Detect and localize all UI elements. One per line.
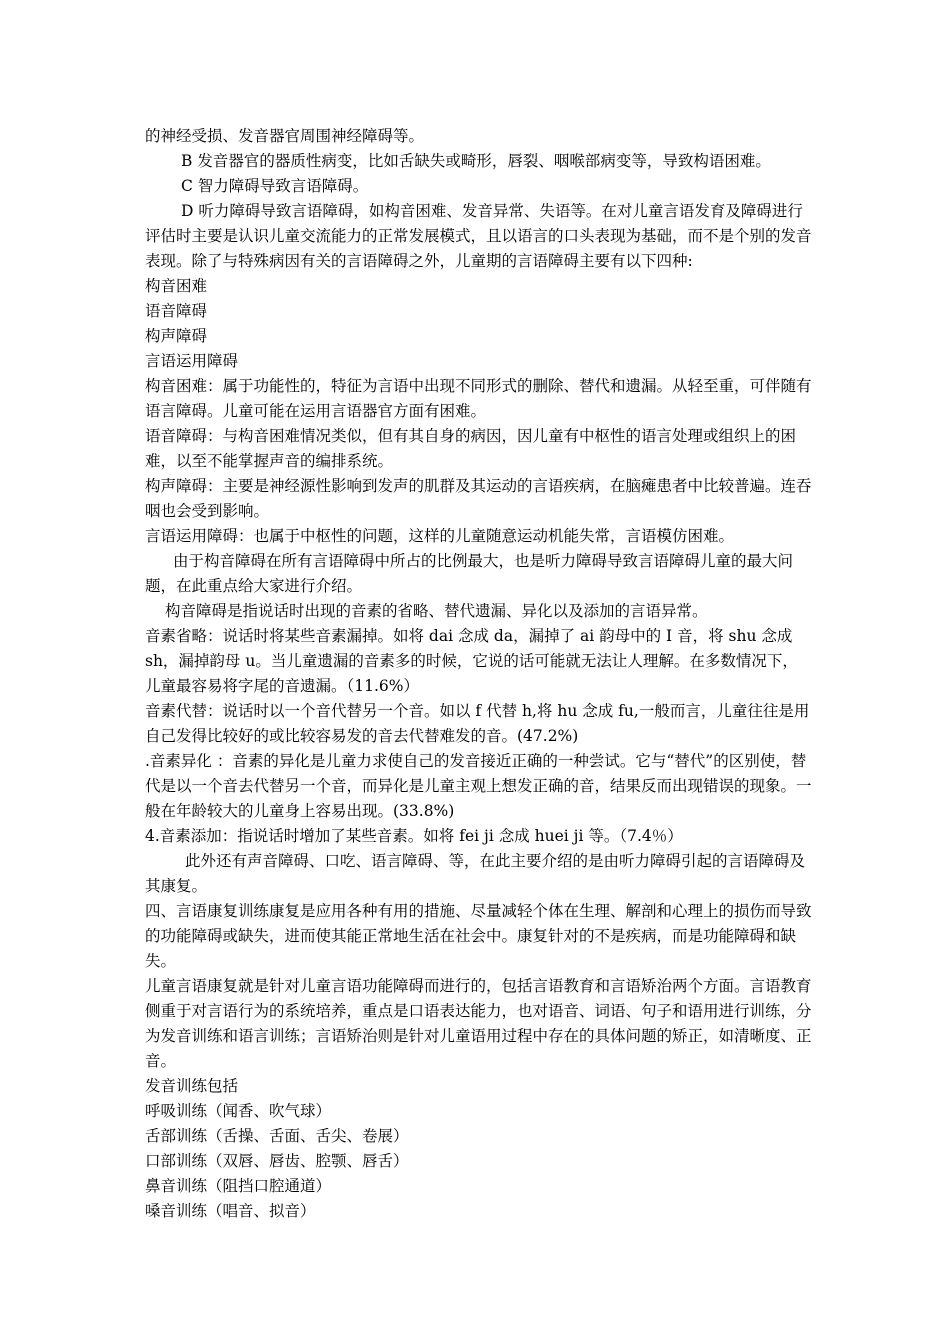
paragraph: 嗓音训练（唱音、拟音）: [145, 1202, 316, 1220]
paragraph: 语音障碍：与构音困难情况类似，但有其自身的病因，因儿童有中枢性的语言处理或组织上的困难，以至不能掌握声音的编排系统。: [145, 427, 797, 470]
paragraph: 构音障碍是指说话时出现的音素的省略、替代遗漏、异化以及添加的言语异常。: [165, 602, 708, 620]
paragraph: 口部训练（双唇、唇齿、腔颚、唇舌）: [145, 1152, 409, 1170]
paragraph: 音素省略：说话时将某些音素漏掉。如将 dai 念成 da，漏掉了 ai 韵母中的 I 音，将 shu 念成 sh，漏掉韵母 u。当儿童遗漏的音素多的时候，它说的话可能就无法让人理解。在多数情况下，儿童最容易将字尾的音遗漏。（11.6%）: [145, 627, 798, 695]
paragraph: 此外还有声音障碍、口吃、语言障碍、等，在此主要介绍的是由听力障碍引起的言语障碍及其康复。: [145, 852, 806, 895]
paragraph: 舌部训练（舌操、舌面、舌尖、卷展）: [145, 1127, 409, 1145]
paragraph: D 听力障碍导致言语障碍，如构音困难、发音异常、失语等。在对儿童言语发育及障碍进行评估时主要是认识儿童交流能力的正常发展模式，且以语言的口头表现为基础，而不是个别的发音表现。除了与特殊病因有关的言语障碍之外，儿童期的言语障碍主要有以下四种:: [145, 202, 812, 270]
paragraph: 发音训练包括: [145, 1077, 239, 1095]
paragraph: 构声障碍：主要是神经源性影响到发声的肌群及其运动的言语疾病，在脑瘫患者中比较普遍。连吞咽也会受到影响。: [145, 477, 812, 520]
paragraph: 呼吸训练（闻香、吹气球）: [145, 1102, 332, 1120]
paragraph: 由于构音障碍在所有言语障碍中所占的比例最大，也是听力障碍导致言语障碍儿童的最大问题，在此重点给大家进行介绍。: [145, 552, 794, 595]
paragraph: 构声障碍: [145, 327, 208, 345]
paragraph: 言语运用障碍：也属于中枢性的问题，这样的儿童随意运动机能失常，言语模仿困难。: [145, 527, 735, 545]
paragraph: 构音困难: [145, 277, 208, 295]
paragraph: C 智力障碍导致言语障碍。: [181, 177, 369, 195]
paragraph: 语音障碍: [145, 302, 208, 320]
paragraph: 四、言语康复训练康复是应用各种有用的措施、尽量减轻个体在生理、解剖和心理上的损伤而导致的功能障碍或缺失，进而使其能正常地生活在社会中。康复针对的不是疾病，而是功能障碍和缺失。: [145, 902, 812, 970]
paragraph: 4.音素添加：指说话时增加了某些音素。如将 fei ji 念成 huei ji 等。（7.4％）: [145, 827, 683, 845]
paragraph: 言语运用障碍: [145, 352, 239, 370]
paragraph: 的神经受损、发音器官周围神经障碍等。: [145, 127, 425, 145]
paragraph: 音素代替：说话时以一个音代替另一个音。如以 f 代替 h,将 hu 念成 fu,一般而言，儿童往往是用自己发得比较好的或比较容易发的音去代替难发的音。(47.2%): [145, 702, 810, 745]
document-body: [145, 124, 813, 1224]
paragraph: 鼻音训练（阻挡口腔通道）: [145, 1177, 332, 1195]
paragraph: 构音困难：属于功能性的，特征为言语中出现不同形式的删除、替代和遗漏。从轻至重，可伴随有语言障碍。儿童可能在运用言语器官方面有困难。: [145, 377, 812, 420]
paragraph: 儿童言语康复就是针对儿童言语功能障碍而进行的，包括言语教育和言语矫治两个方面。言语教育侧重于对言语行为的系统培养，重点是口语表达能力，也对语音、词语、句子和语用进行训练，分为发音训练和语言训练；言语矫治则是针对儿童语用过程中存在的具体问题的矫正，如清晰度、正音。: [145, 977, 812, 1070]
paragraph: B 发音器官的器质性病变，比如舌缺失或畸形，唇裂、咽喉部病变等，导致构语困难。: [181, 152, 771, 170]
paragraph: .音素异化 ：音素的异化是儿童力求使自己的发音接近正确的一种尝试。它与“替代”的区别使，替代是以一个音去代替另一个音，而异化是儿童主观上想发正确的音，结果反而出现错误的现象。一般在年龄较大的儿童身上容易出现。(33.8%): [145, 752, 812, 820]
